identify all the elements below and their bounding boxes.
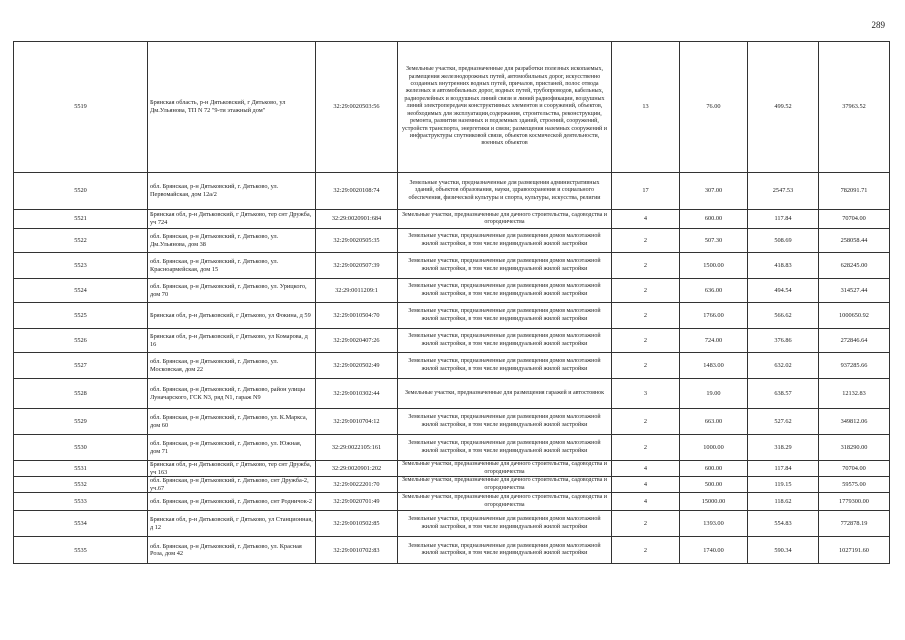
cadastral-value-cell: 628245.00 bbox=[819, 253, 890, 279]
permitted-use-cell: Земельные участки, предназначенные для размещения домов малоэтажной жилой застройки, в том числе индивидуальной жилой застройки bbox=[398, 229, 612, 253]
row-number-cell: 5526 bbox=[14, 329, 148, 353]
group-number-cell: 3 bbox=[612, 379, 680, 409]
unit-value-cell: 554.83 bbox=[748, 511, 819, 537]
land-parcels-table bbox=[13, 41, 890, 564]
permitted-use-cell: Земельные участки, предназначенные для размещения домов малоэтажной жилой застройки, в том числе индивидуальной жилой застройки bbox=[398, 435, 612, 461]
unit-value-cell: 638.57 bbox=[748, 379, 819, 409]
area-cell: 500.00 bbox=[680, 477, 748, 493]
area-cell: 307.00 bbox=[680, 173, 748, 210]
cadastral-number-cell: 32:29:0022201:70 bbox=[316, 477, 398, 493]
row-number-cell: 5520 bbox=[14, 173, 148, 210]
cadastral-value-cell: 937285.66 bbox=[819, 353, 890, 379]
unit-value-cell: 590.34 bbox=[748, 537, 819, 564]
cadastral-value-cell: 70704.00 bbox=[819, 461, 890, 477]
unit-value-cell: 376.86 bbox=[748, 329, 819, 353]
address-cell: Брянская обл, р-н Дятьковский, г Дятьково, ул Комарова, д 16 bbox=[148, 329, 316, 353]
cadastral-value-cell: 772878.19 bbox=[819, 511, 890, 537]
address-cell: Брянская область, р-н Дятьковский, г Дятьково, ул Дм.Ульянова, ТП N 72 "9-ти этажный дом" bbox=[148, 42, 316, 173]
unit-value-cell: 527.62 bbox=[748, 409, 819, 435]
row-number-cell: 5533 bbox=[14, 493, 148, 511]
address-cell: Брянская обл, р-н Дятьковский, г Дятьково, ул Фокина, д 59 bbox=[148, 303, 316, 329]
area-cell: 600.00 bbox=[680, 461, 748, 477]
cadastral-value-cell: 318290.00 bbox=[819, 435, 890, 461]
unit-value-cell: 117.84 bbox=[748, 461, 819, 477]
permitted-use-cell: Земельные участки, предназначенные для разработки полезных ископаемых, размещения железнодорожных путей, автомобильных дорог, искусственно созданных внутренних водных путей, причалов, пристаней, полос отвода железных и автомобильных дорог, водных путей, трубопроводов, кабельных, радиорелейных и воздушных линий связи и линий радиофикации, воздушных линий электропередачи конструктивных элементов и сооружений, объектов, необходимых для эксплуатации,содержания, строительства, реконструкции, ремонта, развития наземных и подземных зданий, строений, сооружений, устройств транспорта, энергетики и связи; размещения наземных сооружений и инфраструктуры спутниковой связи, объектов космической деятельности, военных объектов bbox=[398, 42, 612, 173]
cadastral-number-cell: 32:29:0010704:12 bbox=[316, 409, 398, 435]
address-cell: обл. Брянская, р-н Дятьковский, г. Дятьково, район улицы Луначарского, ГСК N3, ряд N1, гараж N9 bbox=[148, 379, 316, 409]
address-cell: обл. Брянская, р-н Дятьковский, г. Дятьково, ул. Красноармейская, дом 15 bbox=[148, 253, 316, 279]
unit-value-cell: 632.02 bbox=[748, 353, 819, 379]
permitted-use-cell: Земельные участки, предназначенные для размещения домов малоэтажной жилой застройки, в том числе индивидуальной жилой застройки bbox=[398, 409, 612, 435]
table-row bbox=[14, 353, 890, 379]
address-cell: обл. Брянская, р-н Дятьковский, г. Дятьково, ул. К.Маркса, дом 60 bbox=[148, 409, 316, 435]
permitted-use-cell: Земельные участки, предназначенные для дачного строительства, садоводства и огородничества bbox=[398, 493, 612, 511]
address-cell: обл. Брянская, р-н Дятьковский, г. Дятьково, ул. Дм.Ульянова, дом 38 bbox=[148, 229, 316, 253]
unit-value-cell: 494.54 bbox=[748, 279, 819, 303]
permitted-use-cell: Земельные участки, предназначенные для размещения домов малоэтажной жилой застройки, в том числе индивидуальной жилой застройки bbox=[398, 279, 612, 303]
area-cell: 600.00 bbox=[680, 210, 748, 229]
cadastral-number-cell: 32:29:0020901:684 bbox=[316, 210, 398, 229]
group-number-cell: 4 bbox=[612, 210, 680, 229]
unit-value-cell: 318.29 bbox=[748, 435, 819, 461]
unit-value-cell: 566.62 bbox=[748, 303, 819, 329]
table-row bbox=[14, 477, 890, 493]
group-number-cell: 2 bbox=[612, 409, 680, 435]
row-number-cell: 5529 bbox=[14, 409, 148, 435]
cadastral-number-cell: 32:29:0020503:56 bbox=[316, 42, 398, 173]
row-number-cell: 5521 bbox=[14, 210, 148, 229]
area-cell: 1393.00 bbox=[680, 511, 748, 537]
area-cell: 1000.00 bbox=[680, 435, 748, 461]
row-number-cell: 5523 bbox=[14, 253, 148, 279]
cadastral-number-cell: 32:29:0022105:161 bbox=[316, 435, 398, 461]
cadastral-number-cell: 32:29:0020505:35 bbox=[316, 229, 398, 253]
table-row bbox=[14, 229, 890, 253]
cadastral-value-cell: 59575.00 bbox=[819, 477, 890, 493]
table-row bbox=[14, 173, 890, 210]
row-number-cell: 5535 bbox=[14, 537, 148, 564]
permitted-use-cell: Земельные участки, предназначенные для размещения гаражей и автостоянок bbox=[398, 379, 612, 409]
unit-value-cell: 119.15 bbox=[748, 477, 819, 493]
cadastral-number-cell: 32:29:0010502:85 bbox=[316, 511, 398, 537]
cadastral-number-cell: 32:29:0020507:39 bbox=[316, 253, 398, 279]
permitted-use-cell: Земельные участки, предназначенные для размещения домов малоэтажной жилой застройки, в том числе индивидуальной жилой застройки bbox=[398, 253, 612, 279]
group-number-cell: 17 bbox=[612, 173, 680, 210]
cadastral-value-cell: 1000650.92 bbox=[819, 303, 890, 329]
area-cell: 1483.00 bbox=[680, 353, 748, 379]
address-cell: обл. Брянская, р-н Дятьковский, г. Дятьково, снт Дружба-2, уч.67 bbox=[148, 477, 316, 493]
permitted-use-cell: Земельные участки, предназначенные для размещения домов малоэтажной жилой застройки, в том числе индивидуальной жилой застройки bbox=[398, 353, 612, 379]
table-row bbox=[14, 210, 890, 229]
area-cell: 19.00 bbox=[680, 379, 748, 409]
unit-value-cell: 499.52 bbox=[748, 42, 819, 173]
cadastral-value-cell: 1779300.00 bbox=[819, 493, 890, 511]
area-cell: 1740.00 bbox=[680, 537, 748, 564]
group-number-cell: 2 bbox=[612, 511, 680, 537]
group-number-cell: 4 bbox=[612, 461, 680, 477]
row-number-cell: 5525 bbox=[14, 303, 148, 329]
address-cell: обл. Брянская, р-н Дятьковский, г. Дятьково, ул. Южная, дом 71 bbox=[148, 435, 316, 461]
group-number-cell: 2 bbox=[612, 303, 680, 329]
row-number-cell: 5534 bbox=[14, 511, 148, 537]
table-row bbox=[14, 279, 890, 303]
permitted-use-cell: Земельные участки, предназначенные для дачного строительства, садоводства и огородничества bbox=[398, 477, 612, 493]
cadastral-number-cell: 32:29:0020701:49 bbox=[316, 493, 398, 511]
group-number-cell: 4 bbox=[612, 493, 680, 511]
area-cell: 663.00 bbox=[680, 409, 748, 435]
cadastral-number-cell: 32:29:0010504:70 bbox=[316, 303, 398, 329]
cadastral-number-cell: 32:29:0020901:202 bbox=[316, 461, 398, 477]
table-row bbox=[14, 303, 890, 329]
cadastral-number-cell: 32:29:0010702:83 bbox=[316, 537, 398, 564]
table-row bbox=[14, 253, 890, 279]
group-number-cell: 2 bbox=[612, 435, 680, 461]
unit-value-cell: 508.69 bbox=[748, 229, 819, 253]
row-number-cell: 5519 bbox=[14, 42, 148, 173]
area-cell: 1500.00 bbox=[680, 253, 748, 279]
address-cell: Брянская обл, р-н Дятьковский, г Дятьково, тер снт Дружба, уч 163 bbox=[148, 461, 316, 477]
group-number-cell: 13 bbox=[612, 42, 680, 173]
table-body bbox=[14, 42, 890, 564]
cadastral-value-cell: 272846.64 bbox=[819, 329, 890, 353]
table-row bbox=[14, 379, 890, 409]
group-number-cell: 4 bbox=[612, 477, 680, 493]
page-number: 289 bbox=[871, 20, 885, 30]
cadastral-number-cell: 32:29:0010302:44 bbox=[316, 379, 398, 409]
permitted-use-cell: Земельные участки, предназначенные для размещения домов малоэтажной жилой застройки, в том числе индивидуальной жилой застройки bbox=[398, 511, 612, 537]
group-number-cell: 2 bbox=[612, 537, 680, 564]
group-number-cell: 2 bbox=[612, 279, 680, 303]
row-number-cell: 5530 bbox=[14, 435, 148, 461]
address-cell: обл. Брянская, р-н Дятьковский, г. Дятьково, снт Родничок-2 bbox=[148, 493, 316, 511]
area-cell: 507.30 bbox=[680, 229, 748, 253]
permitted-use-cell: Земельные участки, предназначенные для дачного строительства, садоводства и огородничества bbox=[398, 210, 612, 229]
address-cell: Брянская обл, р-н Дятьковский, г Дятьково, тер снт Дружба, уч 724 bbox=[148, 210, 316, 229]
cadastral-value-cell: 258058.44 bbox=[819, 229, 890, 253]
row-number-cell: 5528 bbox=[14, 379, 148, 409]
cadastral-number-cell: 32:29:0011209:1 bbox=[316, 279, 398, 303]
row-number-cell: 5522 bbox=[14, 229, 148, 253]
group-number-cell: 2 bbox=[612, 229, 680, 253]
cadastral-value-cell: 314527.44 bbox=[819, 279, 890, 303]
table-row bbox=[14, 461, 890, 477]
cadastral-number-cell: 32:29:0020407:26 bbox=[316, 329, 398, 353]
area-cell: 1766.00 bbox=[680, 303, 748, 329]
cadastral-value-cell: 70704.00 bbox=[819, 210, 890, 229]
permitted-use-cell: Земельные участки, предназначенные для размещения домов малоэтажной жилой застройки, в том числе индивидуальной жилой застройки bbox=[398, 303, 612, 329]
permitted-use-cell: Земельные участки, предназначенные для дачного строительства, садоводства и огородничества bbox=[398, 461, 612, 477]
permitted-use-cell: Земельные участки, предназначенные для размещения административных зданий, объектов образования, науки, здравоохранения и социального обеспечения, физической культуры и спорта, культуры, искусства, религии bbox=[398, 173, 612, 210]
row-number-cell: 5531 bbox=[14, 461, 148, 477]
address-cell: обл. Брянская, р-н Дятьковский, г. Дятьково, ул. Первомайская, дом 12а/2 bbox=[148, 173, 316, 210]
address-cell: обл. Брянская, р-н Дятьковский, г. Дятьково, ул. Московская, дом 22 bbox=[148, 353, 316, 379]
permitted-use-cell: Земельные участки, предназначенные для размещения домов малоэтажной жилой застройки, в том числе индивидуальной жилой застройки bbox=[398, 537, 612, 564]
area-cell: 724.00 bbox=[680, 329, 748, 353]
unit-value-cell: 418.83 bbox=[748, 253, 819, 279]
address-cell: обл. Брянская, р-н Дятьковский, г. Дятьково, ул. Урицкого, дом 70 bbox=[148, 279, 316, 303]
unit-value-cell: 117.84 bbox=[748, 210, 819, 229]
cadastral-value-cell: 349812.06 bbox=[819, 409, 890, 435]
table-row bbox=[14, 42, 890, 173]
table-row bbox=[14, 329, 890, 353]
area-cell: 636.00 bbox=[680, 279, 748, 303]
unit-value-cell: 2547.53 bbox=[748, 173, 819, 210]
group-number-cell: 2 bbox=[612, 353, 680, 379]
address-cell: Брянская обл, р-н Дятьковский, г Дятьково, ул Станционная, д 12 bbox=[148, 511, 316, 537]
area-cell: 15000.00 bbox=[680, 493, 748, 511]
cadastral-number-cell: 32:29:0020502:49 bbox=[316, 353, 398, 379]
unit-value-cell: 118.62 bbox=[748, 493, 819, 511]
cadastral-value-cell: 782091.71 bbox=[819, 173, 890, 210]
address-cell: обл. Брянская, р-н Дятьковский, г. Дятьково, ул. Красная Роза, дом 42 bbox=[148, 537, 316, 564]
table-row bbox=[14, 537, 890, 564]
table-row bbox=[14, 409, 890, 435]
row-number-cell: 5527 bbox=[14, 353, 148, 379]
permitted-use-cell: Земельные участки, предназначенные для размещения домов малоэтажной жилой застройки, в том числе индивидуальной жилой застройки bbox=[398, 329, 612, 353]
cadastral-value-cell: 12132.83 bbox=[819, 379, 890, 409]
group-number-cell: 2 bbox=[612, 329, 680, 353]
cadastral-number-cell: 32:29:0020108:74 bbox=[316, 173, 398, 210]
area-cell: 76.00 bbox=[680, 42, 748, 173]
cadastral-value-cell: 1027191.60 bbox=[819, 537, 890, 564]
cadastral-value-cell: 37963.52 bbox=[819, 42, 890, 173]
group-number-cell: 2 bbox=[612, 253, 680, 279]
table-row bbox=[14, 493, 890, 511]
row-number-cell: 5532 bbox=[14, 477, 148, 493]
row-number-cell: 5524 bbox=[14, 279, 148, 303]
table-row bbox=[14, 435, 890, 461]
table-row bbox=[14, 511, 890, 537]
